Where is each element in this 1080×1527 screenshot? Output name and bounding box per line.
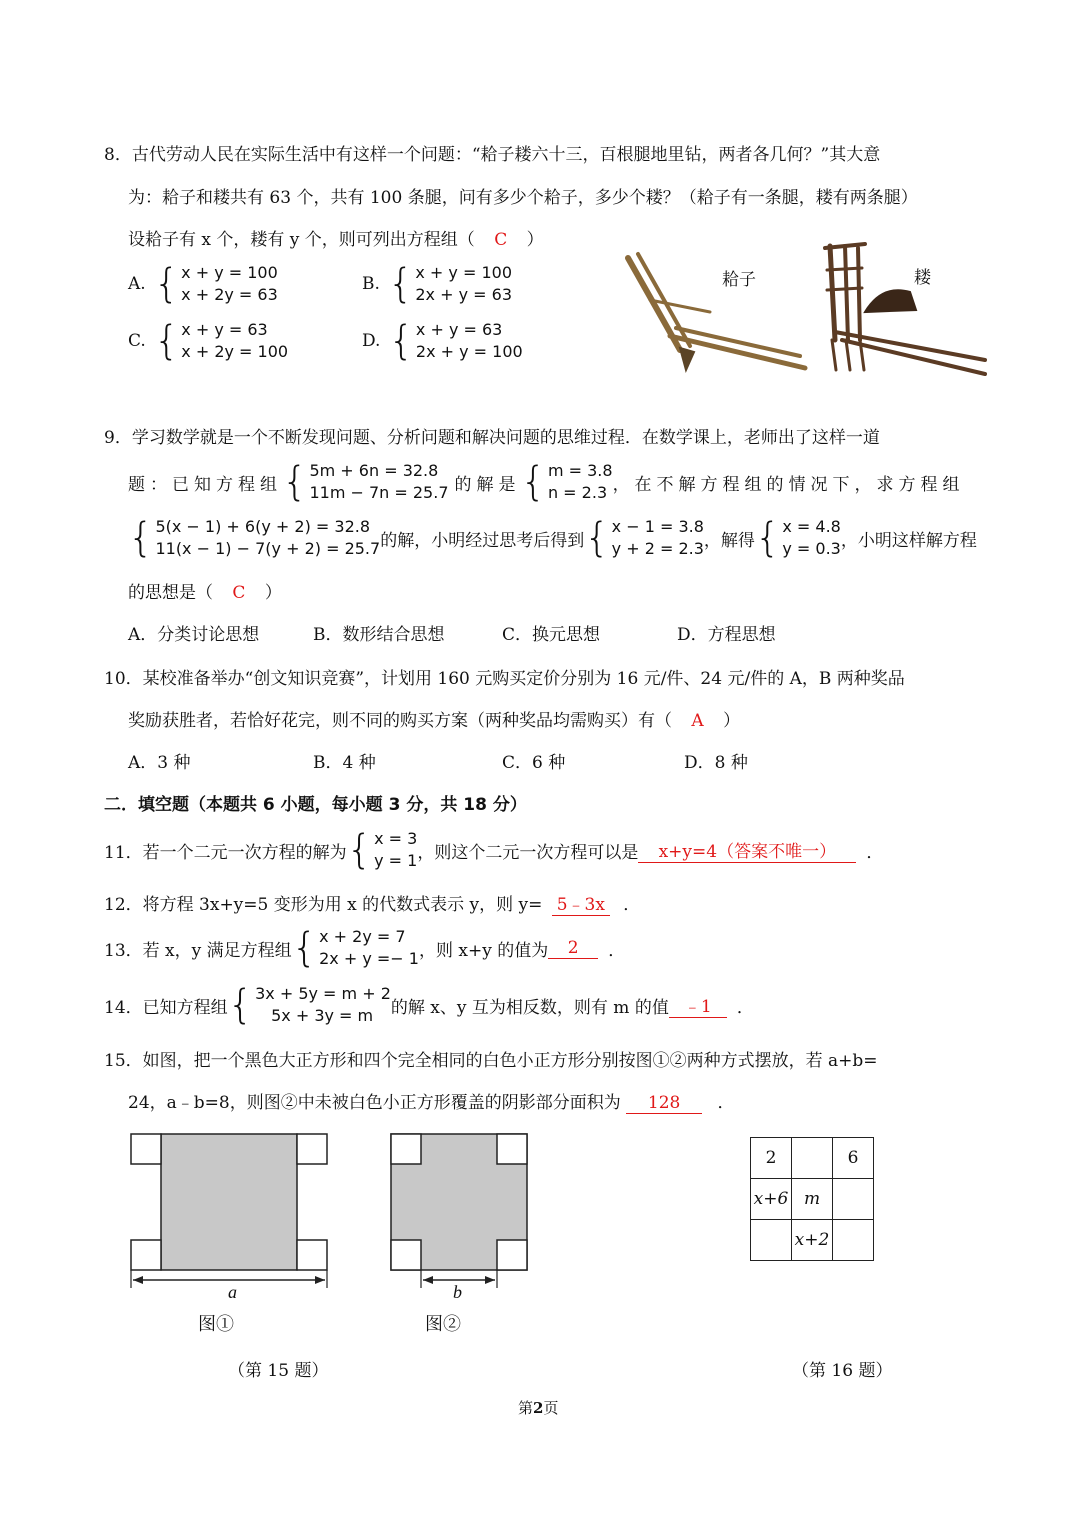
huozi-tool-icon	[628, 254, 805, 370]
fig1-small-square-tl	[131, 1134, 161, 1164]
q8-option-c-label: C.	[128, 331, 146, 351]
q8-option-d	[362, 319, 523, 363]
q14-mid: 的解 x、y 互为相反数，则有 m 的值	[390, 997, 669, 1018]
grid-cell: m	[792, 1179, 833, 1220]
q9-sol1-eq2: n = 2.3	[547, 483, 608, 502]
caption-q15: （第 15 题）	[228, 1361, 329, 1381]
q10-line2-text: 奖励获胜者，若恰好花完，则不同的购买方案（两种奖品均需购买）有（	[128, 711, 672, 731]
q8-option-d-eq2: 2x + y = 100	[415, 342, 523, 361]
fig2-small-square-bl	[391, 1240, 421, 1270]
q12-end: ．	[623, 895, 641, 915]
fig2-small-square-br	[497, 1240, 527, 1270]
q13-pre: 13．若 x，y 满足方程组	[104, 940, 292, 961]
brace-icon: {	[282, 459, 308, 505]
q8-line3-text: 设耠子有 x 个，耧有 y 个，则可列出方程组（	[128, 230, 475, 250]
q9-sol1-eq1: m = 3.8	[547, 461, 613, 480]
q8-option-a-eq1: x + y = 100	[181, 263, 278, 282]
grid-cell: x+6	[751, 1179, 792, 1220]
fig2-dim-label: b	[453, 1282, 462, 1302]
q8-option-b-eq1: x + y = 100	[415, 263, 512, 282]
q8-option-c-eq1: x + y = 63	[181, 320, 268, 339]
q13-sys-eq1: x + 2y = 7	[319, 927, 406, 946]
q10-option-a: A．3 种	[128, 753, 191, 773]
q10-close: ）	[723, 711, 741, 731]
q13-answer-blank: 2	[548, 938, 598, 959]
q9-line2	[128, 460, 965, 504]
q13-sys-eq2: 2x + y =− 1	[319, 949, 419, 968]
brace-icon: {	[584, 515, 610, 561]
q14-end: ．	[736, 997, 754, 1018]
q8-option-b-label: B.	[362, 274, 380, 294]
q14	[104, 983, 754, 1027]
figure-2	[385, 1128, 535, 1304]
q9-line1: 9．学习数学就是一个不断发现问题、分析问题和解决问题的思维过程．在数学课上，老师出了这样一道	[104, 428, 880, 448]
q9-sys1-eq2: 11m − 7n = 25.7	[309, 483, 449, 502]
brace-icon: {	[128, 515, 154, 561]
q12	[104, 890, 640, 916]
lou-tool-icon	[825, 244, 985, 374]
grid-cell: 6	[833, 1138, 874, 1179]
q13-mid: ，则 x+y 的值为	[418, 940, 549, 961]
q8-option-c	[128, 319, 288, 363]
q16-number-grid	[750, 1137, 874, 1261]
q11-end: ．	[866, 842, 884, 863]
brace-icon: {	[153, 318, 180, 364]
q8-option-d-label: D.	[362, 331, 381, 351]
q11	[104, 828, 883, 872]
q15-line1: 15．如图，把一个黑色大正方形和四个完全相同的白色小正方形分别按图①②两种方式摆放，若 a+b=	[104, 1051, 878, 1071]
brace-icon: {	[227, 982, 254, 1028]
brace-icon: {	[387, 261, 414, 307]
q12-pre: 12．将方程 3x+y=5 变形为用 x 的代数式表示 y，则 y=	[104, 895, 543, 915]
brace-icon: {	[388, 318, 414, 364]
q9-sol2-eq1: x = 4.8	[782, 517, 841, 536]
q8-option-b	[362, 262, 512, 306]
brace-icon: {	[291, 925, 318, 971]
q9-sys3-eq2: y + 2 = 2.3	[611, 539, 704, 558]
q8-option-a-eq2: x + 2y = 63	[181, 285, 278, 304]
brace-icon: {	[520, 459, 546, 505]
q9-line2-c: ，在不解方程组的情况下，求方程组	[612, 474, 965, 495]
q9-sys3-eq1: x − 1 = 3.8	[611, 517, 704, 536]
q10-option-c: C．6 种	[502, 753, 566, 773]
q9-line4	[128, 578, 282, 603]
grid-cell	[833, 1220, 874, 1261]
q14-pre: 14．已知方程组	[104, 997, 228, 1018]
q14-answer-blank: ﹣1	[669, 992, 727, 1018]
page-footer	[518, 1397, 558, 1418]
q8-line1: 8．古代劳动人民在实际生活中有这样一个问题：“耠子耧六十三，百根腿地里钻，两者各几何？”其大意	[104, 145, 881, 165]
q14-sys-eq1: 3x + 5y = m + 2	[255, 984, 391, 1003]
q9-option-c: C．换元思想	[502, 625, 601, 645]
q11-sol-eq1: x = 3	[374, 829, 418, 848]
q9-sys1-eq1: 5m + 6n = 32.8	[309, 461, 439, 480]
q9-line3-c: ，小明这样解方程	[840, 530, 977, 551]
q9-sys2-eq2: 11(x − 1) − 7(y + 2) = 25.7	[155, 539, 381, 558]
grid-cell	[792, 1138, 833, 1179]
q8-option-b-eq2: 2x + y = 63	[415, 285, 512, 304]
q10-option-b: B．4 种	[313, 753, 376, 773]
q13-end: ．	[608, 940, 626, 961]
q8-option-a	[128, 262, 278, 306]
q13	[104, 926, 625, 970]
q9-option-b: B．数形结合思想	[313, 625, 445, 645]
q8-close: ）	[526, 230, 544, 250]
q10-option-d: D．8 种	[684, 753, 748, 773]
caption-q16: （第 16 题）	[792, 1361, 893, 1381]
q15-end: ．	[717, 1093, 735, 1113]
grid-cell	[751, 1220, 792, 1261]
q8-option-a-label: A.	[128, 274, 146, 294]
q9-sys2-eq1: 5(x − 1) + 6(y + 2) = 32.8	[155, 517, 371, 536]
fig1-small-square-tr	[297, 1134, 327, 1164]
q8-answer: C	[494, 230, 508, 250]
q15-line2	[128, 1088, 735, 1114]
fig1-small-square-bl	[131, 1240, 161, 1270]
q11-answer-blank: x+y=4（答案不唯一）	[638, 837, 856, 863]
q9-line3-b: ，解得	[703, 530, 755, 551]
q15-answer-blank: 128	[626, 1093, 702, 1114]
q9-close: ）	[264, 583, 282, 603]
q9-sol2-eq2: y = 0.3	[782, 539, 841, 558]
q8-option-d-eq1: x + y = 63	[415, 320, 503, 339]
fig1-dim-label: a	[228, 1282, 237, 1302]
q9-option-a: A．分类讨论思想	[128, 625, 260, 645]
q10-line2	[128, 706, 740, 731]
grid-cell	[833, 1179, 874, 1220]
brace-icon: {	[754, 515, 781, 561]
q11-pre: 11．若一个二元一次方程的解为	[104, 842, 347, 863]
q9-line4-text: 的思想是（	[128, 583, 213, 603]
q8-line2: 为：耠子和耧共有 63 个，共有 100 条腿，问有多少个耠子，多少个耧？（耠子有一条腿，耧有两条腿）	[128, 188, 918, 208]
grid-cell: x+2	[792, 1220, 833, 1261]
q9-answer: C	[232, 583, 246, 603]
q8-line3	[128, 225, 544, 250]
brace-icon: {	[346, 827, 373, 873]
fig1-caption: 图①	[198, 1314, 234, 1334]
fig2-caption: 图②	[425, 1314, 461, 1334]
q11-sol-eq2: y = 1	[374, 851, 418, 870]
q9-line2-a: 题：已知方程组	[128, 474, 282, 495]
fig2-small-square-tl	[391, 1134, 421, 1164]
q9-line3-a: 的解，小明经过思考后得到	[380, 530, 585, 551]
fig2-small-square-tr	[497, 1134, 527, 1164]
q9-option-d: D．方程思想	[677, 625, 776, 645]
q12-answer-blank: 5﹣3x	[552, 890, 610, 916]
q8-option-c-eq2: x + 2y = 100	[181, 342, 289, 361]
q10-line1: 10．某校准备举办“创文知识竞赛”，计划用 160 元购买定价分别为 16 元/件、24 元/件的 A，B 两种奖品	[104, 669, 905, 689]
q15-line2-text: 24，a﹣b=8，则图②中未被白色小正方形覆盖的阴影部分面积为	[128, 1093, 621, 1113]
q8-img-label-huozi: 耠子	[722, 270, 756, 290]
q10-answer: A	[691, 711, 704, 731]
figure-1	[125, 1128, 335, 1304]
fig1-small-square-br	[297, 1240, 327, 1270]
q9-line2-b: 的解是	[454, 474, 521, 495]
grid-cell: 2	[751, 1138, 792, 1179]
footer-pre: 第	[518, 1399, 534, 1417]
section-fill-in-title: 二．填空题（本题共 6 小题，每小题 3 分，共 18 分）	[104, 795, 527, 815]
q8-img-label-lou: 耧	[914, 268, 931, 288]
fig1-large-square	[161, 1134, 297, 1270]
q11-mid: ，则这个二元一次方程可以是	[417, 842, 639, 863]
footer-page-number: 2	[533, 1399, 544, 1417]
q9-line3	[128, 516, 977, 560]
q8-tools-illustration	[620, 240, 990, 380]
brace-icon: {	[153, 261, 180, 307]
q14-sys-eq2: 5x + 3y = m	[271, 1006, 374, 1025]
footer-post: 页	[543, 1399, 559, 1417]
